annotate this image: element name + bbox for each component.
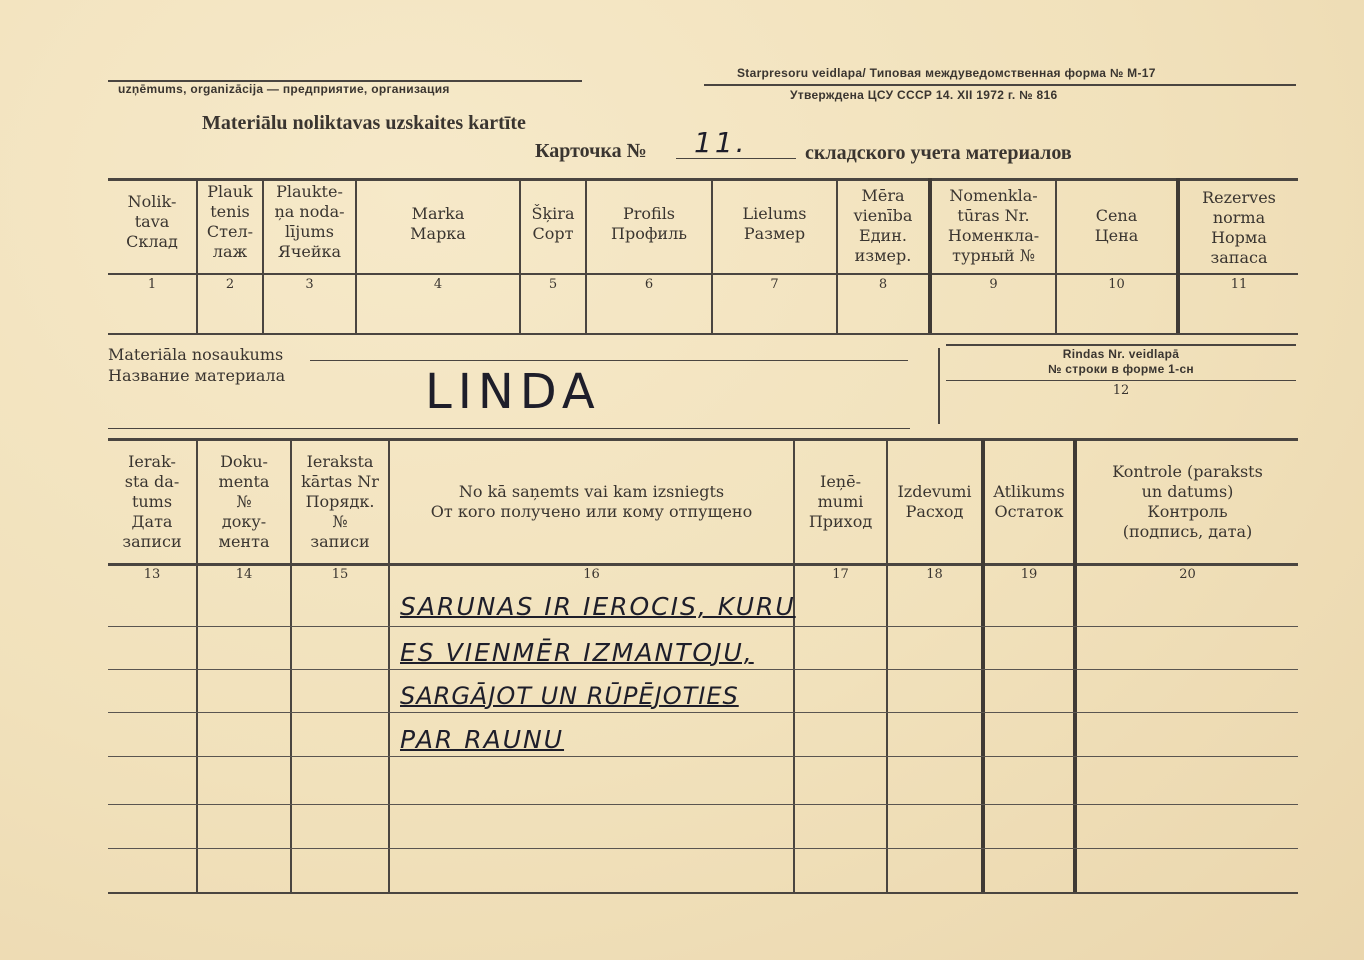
top-col-num: 5 <box>548 277 558 292</box>
top-table-bottom <box>108 333 1298 335</box>
row-line <box>108 756 1298 757</box>
top-col-num: 8 <box>878 277 888 292</box>
bottom-table-top <box>108 438 1298 441</box>
row-line <box>108 848 1298 849</box>
top-col-num: 10 <box>1108 277 1125 292</box>
title-suffix: складского учета материалов <box>805 142 1072 164</box>
top-col-num: 4 <box>433 277 443 292</box>
bottom-header-15: Ieraksta kārtas Nr Порядк. № записи <box>301 452 379 551</box>
material-label-ru: Название материала <box>108 366 286 385</box>
title-latvian: Materiālu noliktavas uzskaites kartīte <box>202 112 526 134</box>
top-col-num: 2 <box>225 277 235 292</box>
bottom-col-num: 20 <box>1179 567 1196 582</box>
top-header-3: Plaukte- ņa noda- lījums Ячейка <box>274 182 345 261</box>
row-line <box>108 804 1298 805</box>
bottom-header-17: Ieņē- mumi Приход <box>808 472 873 531</box>
row-line <box>108 669 1298 670</box>
bottom-table-bottom <box>108 892 1298 894</box>
entry-line-2: ES VIENMĒR IZMANTOJU, <box>400 638 754 667</box>
bottom-col-num: 13 <box>143 567 161 582</box>
row-number-divider <box>938 348 940 424</box>
top-col-divider <box>355 178 357 333</box>
bottom-col-num: 14 <box>235 567 253 582</box>
row-line <box>108 626 1298 627</box>
material-label-lv: Materiāla nosaukums <box>108 345 284 364</box>
bottom-col-num: 19 <box>1020 567 1038 582</box>
entry-line-1: SARUNAS IR IEROCIS, KURU <box>400 592 796 621</box>
title-prefix: Карточка № <box>535 140 647 162</box>
top-col-num: 1 <box>147 277 157 292</box>
top-col-divider <box>1055 178 1057 333</box>
row-number-line1: Rindas Nr. veidlapā <box>1062 347 1180 361</box>
top-col-num: 9 <box>989 277 998 292</box>
top-col-divider <box>711 178 713 333</box>
form-info-rule <box>704 84 1296 86</box>
top-col-divider <box>519 178 521 333</box>
bottom-col-num: 17 <box>832 567 849 582</box>
card-number: 11. <box>694 126 748 159</box>
top-header-10: Cena Цена <box>1094 206 1139 245</box>
top-header-7: Lielums Размер <box>742 204 807 243</box>
top-header-4: Marka Марка <box>410 204 466 243</box>
bottom-col-num: 15 <box>331 567 349 582</box>
row-line <box>108 712 1298 713</box>
org-label: uzņēmums, organizācija — предприятие, организация <box>118 82 450 96</box>
top-col-num: 6 <box>644 277 654 292</box>
form-info-line2: Утверждена ЦСУ СССР 14. XII 1972 г. № 816 <box>790 88 1058 102</box>
row-number-line2: № строки в форме 1-сн <box>1048 362 1194 376</box>
top-table-top <box>108 178 1298 181</box>
bottom-table-header-rule <box>108 563 1298 566</box>
material-bottom-line <box>108 428 910 429</box>
bottom-header-16: No kā saņemts vai kam izsniegts От кого получено или кому отпущено <box>430 482 753 521</box>
top-header-8: Mēra vienība Един. измер. <box>853 186 913 265</box>
row-number-top <box>946 344 1296 346</box>
bottom-header-18: Izdevumi Расход <box>897 482 972 521</box>
bottom-col-num: 18 <box>926 567 943 582</box>
top-table-header-rule <box>108 273 1298 275</box>
top-col-num: 3 <box>305 277 314 292</box>
top-header-2: Plauk tenis Стел- лаж <box>206 182 254 261</box>
top-header-5: Šķira Сорт <box>531 204 575 243</box>
entry-line-3: SARGĀJOT UN RŪPĒJOTIES <box>400 682 739 710</box>
bottom-header-19: Atlikums Остаток <box>993 482 1065 521</box>
material-line <box>310 360 908 361</box>
top-header-6: Profils Профиль <box>611 204 687 243</box>
material-value: LINDA <box>425 364 601 420</box>
form-info-line1: Starpresoru veidlapa/ Типовая междуведомственная форма № М-17 <box>737 66 1156 80</box>
row-number-rule <box>946 380 1296 381</box>
row-number-num: 12 <box>1112 383 1130 398</box>
bottom-header-13: Ierak- sta da- tums Дата записи <box>122 452 182 551</box>
top-col-num: 7 <box>770 277 779 292</box>
top-header-9: Nomenkla- tūras Nr. Номенкла- турный № <box>947 186 1040 265</box>
top-header-11: Rezerves norma Норма запаса <box>1202 188 1276 267</box>
bottom-col-num: 16 <box>583 567 600 582</box>
top-col-num: 11 <box>1230 277 1248 292</box>
top-header-1: Nolik- tava Склад <box>126 192 178 251</box>
bottom-header-20: Kontrole (paraksts un datums) Контроль (подпись, дата) <box>1112 462 1263 541</box>
top-col-divider <box>585 178 587 333</box>
bottom-header-14: Doku- menta № доку- мента <box>218 452 270 551</box>
entry-line-4: PAR RAUNU <box>400 725 565 754</box>
